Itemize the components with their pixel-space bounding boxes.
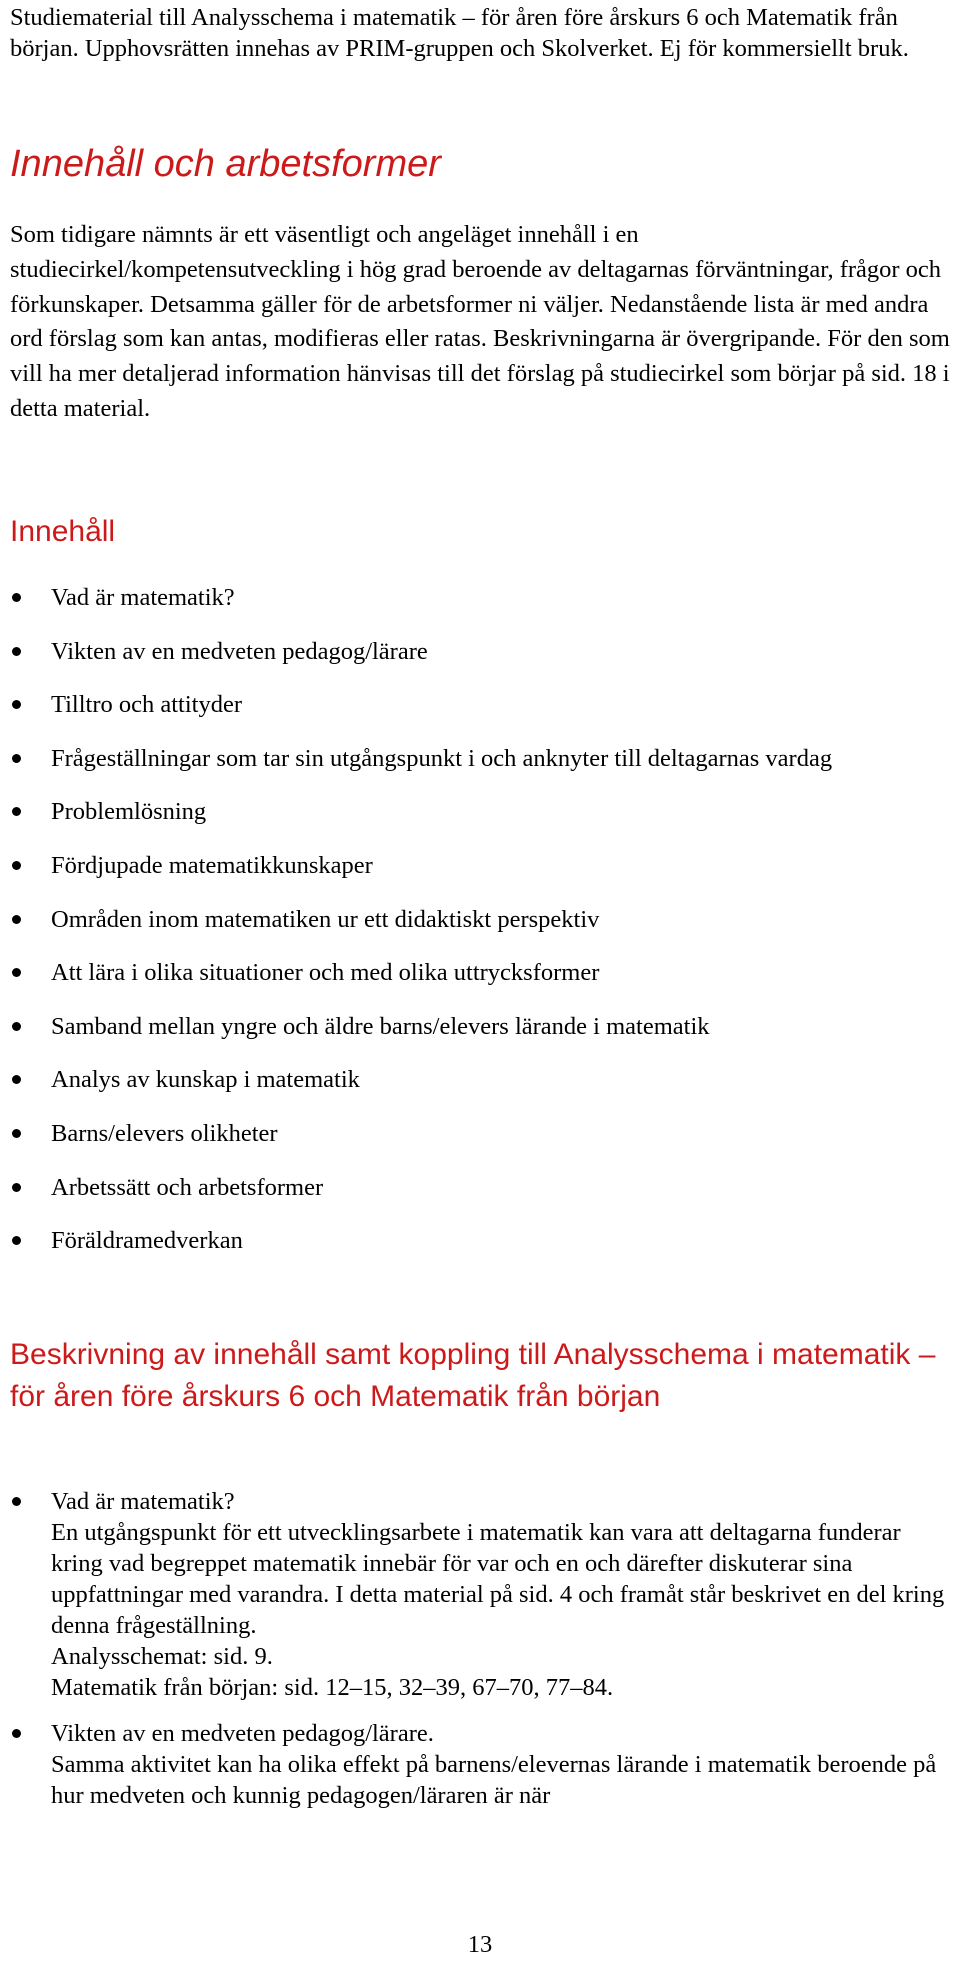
list-item: Tilltro och attityder bbox=[10, 689, 955, 720]
bullet-icon bbox=[12, 1729, 21, 1738]
description-item-body: Samma aktivitet kan ha olika effekt på barnens/elevernas lärande i matematik beroende på hur medveten och kunnig pedagogen/läraren är när bbox=[51, 1751, 937, 1809]
bullet-icon bbox=[12, 647, 21, 656]
description-item bbox=[10, 1486, 955, 1703]
page-title: Innehåll och arbetsformer bbox=[10, 143, 441, 185]
list-item: Samband mellan yngre och äldre barns/elevers lärande i matematik bbox=[10, 1011, 955, 1042]
content-list bbox=[10, 582, 955, 1279]
bullet-icon bbox=[12, 700, 21, 709]
bullet-icon bbox=[12, 861, 21, 870]
list-item: Vikten av en medveten pedagog/lärare bbox=[10, 636, 955, 667]
content-heading: Innehåll bbox=[10, 515, 116, 548]
bullet-icon bbox=[12, 1022, 21, 1031]
reference-analysschema: Analysschemat: sid. 9. bbox=[51, 1643, 273, 1670]
description-item-title: Vikten av en medveten pedagog/lärare. bbox=[51, 1720, 434, 1747]
bullet-icon bbox=[12, 1183, 21, 1192]
description-heading: Beskrivning av innehåll samt koppling till Analysschema i matematik – för åren före årskurs 6 och Matematik från början bbox=[10, 1338, 936, 1413]
list-item: Fördjupade matematikkunskaper bbox=[10, 850, 955, 881]
bullet-icon bbox=[12, 754, 21, 763]
document-page bbox=[10, 0, 955, 1809]
reference-matematik-fran-borjan: Matematik från början: sid. 12–15, 32–39, 67–70, 77–84. bbox=[51, 1674, 614, 1701]
list-item: Att lära i olika situationer och med olika uttrycksformer bbox=[10, 957, 955, 988]
bullet-icon bbox=[12, 1129, 21, 1138]
list-item: Områden inom matematiken ur ett didaktiskt perspektiv bbox=[10, 904, 955, 935]
list-item: Analys av kunskap i matematik bbox=[10, 1064, 955, 1095]
list-item: Frågeställningar som tar sin utgångspunkt i och anknyter till deltagarnas vardag bbox=[10, 743, 955, 774]
bullet-icon bbox=[12, 915, 21, 924]
bullet-icon bbox=[12, 968, 21, 977]
page-number: 13 bbox=[467, 1931, 493, 1958]
bullet-icon bbox=[12, 1236, 21, 1245]
bullet-icon bbox=[12, 1075, 21, 1084]
intro-paragraph: Som tidigare nämnts är ett väsentligt och angeläget innehåll i en studiecirkel/kompetensutveckling i hög grad beroende av deltagarnas förväntningar, frågor och förkunskaper. Detsamma gäller för de arbetsformer ni väljer. Nedanstående lista är med andra ord förslag som kan antas, modifieras eller ratas. Beskrivningarna är övergripande. För den som vill ha mer detaljerad information hänvisas till det förslag på studiecirkel som börjar på sid. 18 i detta material. bbox=[10, 221, 950, 422]
description-list bbox=[10, 1486, 955, 1826]
description-item-body: En utgångspunkt för ett utvecklingsarbete i matematik kan vara att deltagarna funderar kring vad begreppet matematik innebär för var och en och därefter diskuterar sina uppfattningar med varandra. I detta material på sid. 4 och framåt står beskrivet en del kring denna frågeställning. bbox=[51, 1519, 945, 1639]
list-item: Arbetssätt och arbetsformer bbox=[10, 1172, 955, 1203]
copyright-header: Studiematerial till Analysschema i matematik – för åren före årskurs 6 och Matematik från början. Upphovsrätten innehas av PRIM-gruppen och Skolverket. Ej för kommersiellt bruk. bbox=[10, 4, 909, 62]
description-item-title: Vad är matematik? bbox=[51, 1488, 235, 1515]
bullet-icon bbox=[12, 807, 21, 816]
list-item: Föräldramedverkan bbox=[10, 1225, 955, 1256]
bullet-icon bbox=[12, 1497, 21, 1506]
list-item: Barns/elevers olikheter bbox=[10, 1118, 955, 1149]
description-item bbox=[10, 1718, 955, 1811]
list-item: Problemlösning bbox=[10, 796, 955, 827]
list-item: Vad är matematik? bbox=[10, 582, 955, 613]
bullet-icon bbox=[12, 593, 21, 602]
